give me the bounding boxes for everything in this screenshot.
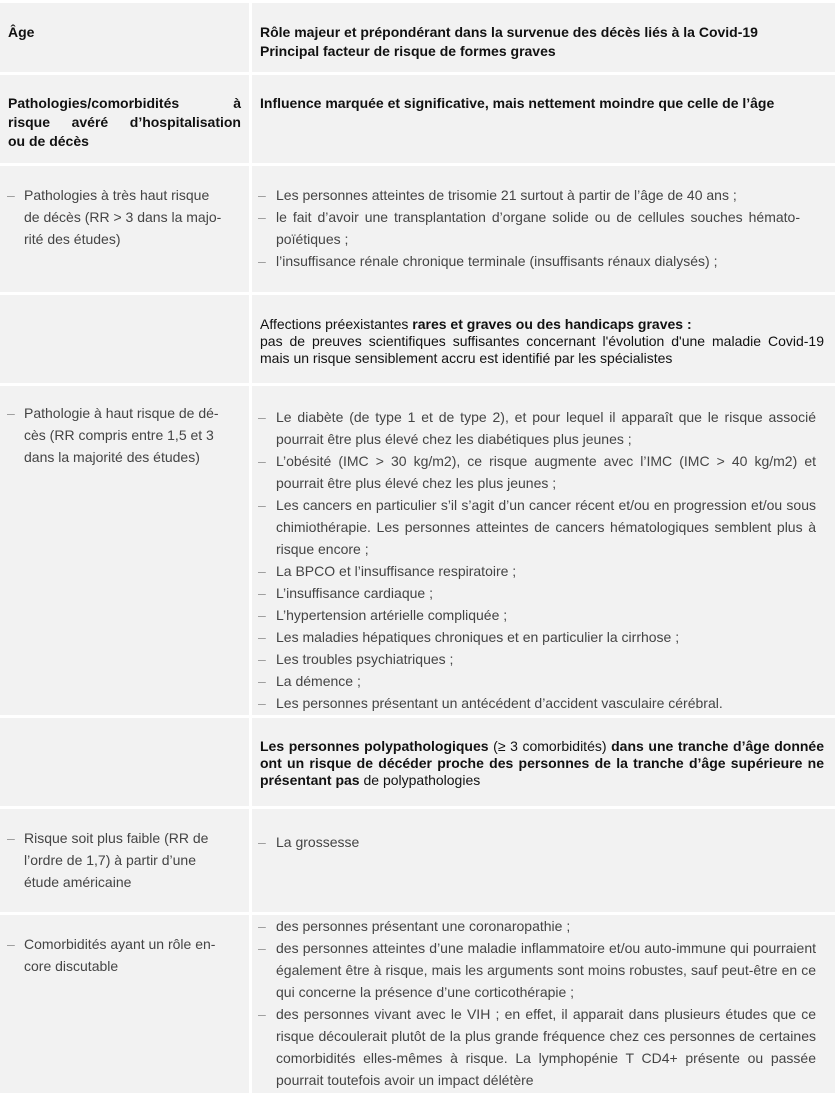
row-content-cell: [252, 295, 835, 383]
risk-list: [252, 915, 816, 1091]
risk-list: [252, 406, 816, 714]
list-item: – La BPCO et l’insuffisance respiratoire ;: [252, 560, 816, 582]
list-item: – Les cancers en particulier s’il s’agit d’un cancer récent et/ou en progression et/ou sous chimiothérapie. Les personnes atteintes de cancers hématologiques semblent plus à risque encore ;: [252, 494, 816, 560]
row-label-cell: [0, 915, 249, 1093]
row-label-cell: [0, 166, 249, 292]
list-item: – L’obésité (IMC > 30 kg/m2), ce risque augmente avec l’IMC (IMC > 40 kg/m2) et pourrait être plus élevé chez les plus jeunes ;: [252, 450, 816, 494]
risk-list: [252, 831, 800, 853]
row-label-cell: [0, 75, 249, 163]
table-row: [0, 75, 835, 163]
row-label-line: Pathologies/comorbidités à: [8, 95, 241, 111]
row-label: Âge: [8, 24, 35, 40]
row-content-cell: [252, 166, 835, 292]
list-item: – La démence ;: [252, 670, 816, 692]
table-row: [0, 915, 835, 1093]
row-content-cell: [252, 809, 835, 912]
row-label-cell: [0, 809, 249, 912]
row-label-cell: [0, 3, 249, 72]
row-content-line: Influence marquée et significative, mais nettement moindre que celle de l’âge: [260, 95, 775, 111]
row-label-item: – Pathologie à haut risque de dé- cès (RR compris entre 1,5 et 3 dans la majorité des études): [0, 402, 254, 468]
list-item: – l’insuffisance rénale chronique terminale (insuffisants rénaux dialysés) ;: [252, 250, 800, 272]
table-row: [0, 718, 835, 806]
table-row: [0, 386, 835, 715]
row-content-paragraph: Les personnes polypathologiques (≥ 3 comorbidités) dans une tranche d’âge donnée ont un risque de décéder proche des personnes de la tranche d’âge supérieure ne présentant pas de polypathologies: [260, 738, 824, 788]
row-label-line: ou de décès: [8, 133, 89, 149]
row-label-item: – Comorbidités ayant un rôle en- core discutable: [0, 933, 254, 977]
list-item: – Les personnes présentant un antécédent d’accident vasculaire cérébral.: [252, 692, 816, 714]
table-row: [0, 809, 835, 912]
list-item: – Le diabète (de type 1 et de type 2), et pour lequel il apparaît que le risque associé pourrait être plus élevé chez les diabétiques plus jeunes ;: [252, 406, 816, 450]
table-row: [0, 3, 835, 72]
list-item: – Les troubles psychiatriques ;: [252, 648, 816, 670]
row-label-item: – Risque soit plus faible (RR de l’ordre de 1,7) à partir d’une étude américaine: [0, 827, 254, 893]
list-item: – L’hypertension artérielle compliquée ;: [252, 604, 816, 626]
list-item: – des personnes atteintes d’une maladie inflammatoire et/ou auto-immune qui pourraient également être à risque, mais les arguments sont moins robustes, sauf peut-être en ce qui concerne la présence d’une corticothérapie ;: [252, 937, 816, 1003]
row-content-cell: [252, 3, 835, 72]
list-item: – des personnes présentant une coronaropathie ;: [252, 915, 816, 937]
list-item: – des personnes vivant avec le VIH ; en effet, il apparait dans plusieurs études que ce risque découlerait plutôt de la plus grande fréquence chez ces personnes de certaines comorbidités elles-mêmes à risque. La lymphopénie T CD4+ présente ou passée pourrait toutefois avoir un impact délétère: [252, 1003, 816, 1091]
risk-list: [252, 184, 800, 272]
row-content-line: Rôle majeur et prépondérant dans la survenue des décès liés à la Covid-19: [260, 24, 758, 40]
table-row: [0, 295, 835, 383]
row-content-cell: [252, 915, 835, 1093]
row-label-line: risque avéré d’hospitalisation: [8, 114, 241, 130]
list-item: – Les personnes atteintes de trisomie 21 surtout à partir de l’âge de 40 ans ;: [252, 184, 800, 206]
row-label-cell: [0, 295, 249, 383]
table-row: [0, 166, 835, 292]
row-content-cell: [252, 75, 835, 163]
row-label-item: – Pathologies à très haut risque de décès (RR > 3 dans la majo- rité des études): [0, 184, 254, 250]
row-content-cell: [252, 718, 835, 806]
list-item: – le fait d’avoir une transplantation d’organe solide ou de cellules souches hémato-poïétiques ;: [252, 206, 800, 250]
row-content-line: Principal facteur de risque de formes graves: [260, 43, 556, 59]
row-content-paragraph: Affections préexistantes rares et graves ou des handicaps graves : pas de preuves scientifiques suffisantes concernant l'évolution d'une maladie Covid-19 mais un risque sensiblement accru est identifié par les spécialistes: [260, 316, 824, 366]
row-label-cell: [0, 718, 249, 806]
list-item: – Les maladies hépatiques chroniques et en particulier la cirrhose ;: [252, 626, 816, 648]
row-content-cell: [252, 386, 835, 715]
list-item: – L’insuffisance cardiaque ;: [252, 582, 816, 604]
list-item: – La grossesse: [252, 831, 800, 853]
row-label-cell: [0, 386, 249, 715]
